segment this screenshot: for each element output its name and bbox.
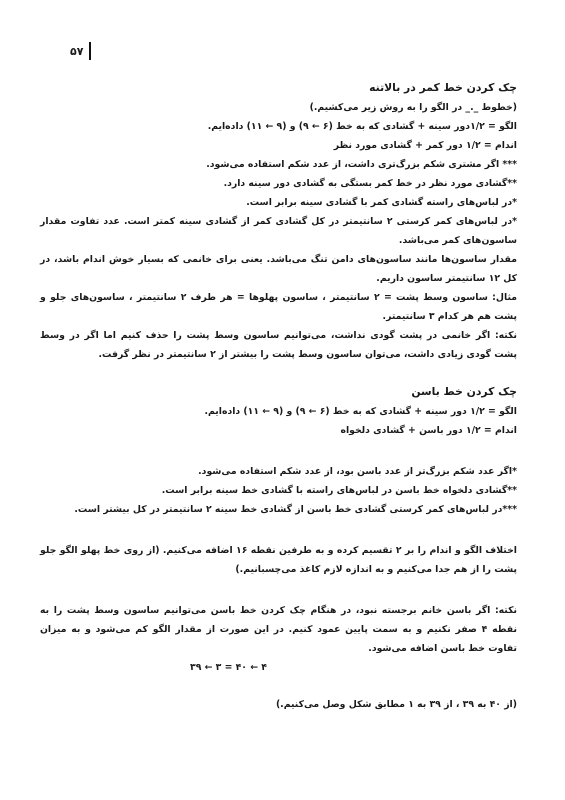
page-number: ۵۷ <box>70 44 84 58</box>
paragraph: مقدار ساسون‌ها مانند ساسون‌های دامن تنگ می‌باشد. یعنی برای خانمی که بسیار خوش اندام باشد، در کل ۱۲ سانتیمتر ساسون داریم. <box>40 254 517 284</box>
paragraph: *در لباس‌های راسته گشادی کمر با گشادی سینه برابر است. <box>246 197 517 208</box>
page-body <box>40 78 517 714</box>
paragraph: *** اگر مشتری شکم بزرگ‌تری داشت، از عدد شکم استفاده می‌شود. <box>206 159 517 170</box>
paragraph: اندام = ۱/۲ دور باسن + گشادی دلخواه <box>340 425 517 436</box>
paragraph: ***در لباس‌های کمر کرستی گشادی خط باسن از گشادی خط سینه ۲ سانتیمتر در کل بیشتر است. <box>74 504 517 515</box>
equation: ۴ ← ۴۰ = ۳ ← ۳۹ <box>190 662 267 673</box>
section-title-waist: چک کردن خط کمر در بالاتنه <box>369 81 517 94</box>
section-title-hip: چک کردن خط باسن <box>411 385 517 398</box>
paragraph: اختلاف الگو و اندام را بر ۲ تقسیم کرده و به طرفین نقطه ۱۶ اضافه می‌کنیم. (از روی خط پهلو الگو جلو پشت را از هم جدا می‌کنیم و به اندازه لازم کاغذ می‌چسبانیم.) <box>40 545 517 575</box>
page-number-divider <box>89 42 91 60</box>
paragraph: **گشادی مورد نظر در خط کمر بستگی به گشادی دور سینه دارد. <box>223 178 517 189</box>
paragraph: نکته: اگر باسن خانم برجسته نبود، در هنگام چک کردن خط باسن می‌توانیم ساسون وسط پشت را به نقطه ۴ صفر نکنیم و به سمت پایین عمود کنیم. در این صورت از مقدار الگو کم می‌شود و به میزان تفاوت خط باسن اضافه می‌شود. <box>40 605 517 654</box>
paragraph: مثال: ساسون وسط پشت = ۲ سانتیمتر ، ساسون پهلوها = هر طرف ۲ سانتیمتر ، ساسون‌های جلو و پشت هم هر کدام ۳ سانتیمتر. <box>40 292 518 322</box>
paragraph: الگو = ۱/۲ دور سینه + گشادی که به خط (۶ ← ۹) و (۹ ← ۱۱) داده‌ایم. <box>204 406 517 417</box>
paragraph: (خطوط _._ در الگو را به روش زیر می‌کشیم.) <box>309 102 517 113</box>
paragraph: **گشادی دلخواه خط باسن در لباس‌های راسته با گشادی خط سینه برابر است. <box>161 485 517 496</box>
paragraph: (از ۴۰ به ۳۹ ، از ۳۹ به ۱ مطابق شکل وصل می‌کنیم.) <box>275 699 517 710</box>
paragraph: *در لباس‌های کمر کرستی ۲ سانتیمتر در کل گشادی کمر از گشادی سینه کمتر است. عدد تفاوت مقدار ساسون‌های کمر می‌باشد. <box>40 216 517 246</box>
paragraph: اندام = ۱/۲ دور کمر + گشادی مورد نظر <box>333 140 517 151</box>
paragraph: *اگر عدد شکم بزرگ‌تر از عدد باسن بود، از عدد شکم استفاده می‌شود. <box>198 466 517 477</box>
page-number-block <box>70 42 91 60</box>
paragraph: نکته: اگر خانمی در پشت گودی نداشت، می‌توانیم ساسون وسط پشت را حذف کنیم اما اگر در وسط پشت گودی زیادی داشت، می‌توان ساسون وسط پشت را بیشتر از ۲ سانتیمتر در نظر گرفت. <box>40 330 517 360</box>
paragraph: الگو = ۱/۲دور سینه + گشادی که به خط (۶ ← ۹) و (۹ ← ۱۱) داده‌ایم. <box>207 121 517 132</box>
